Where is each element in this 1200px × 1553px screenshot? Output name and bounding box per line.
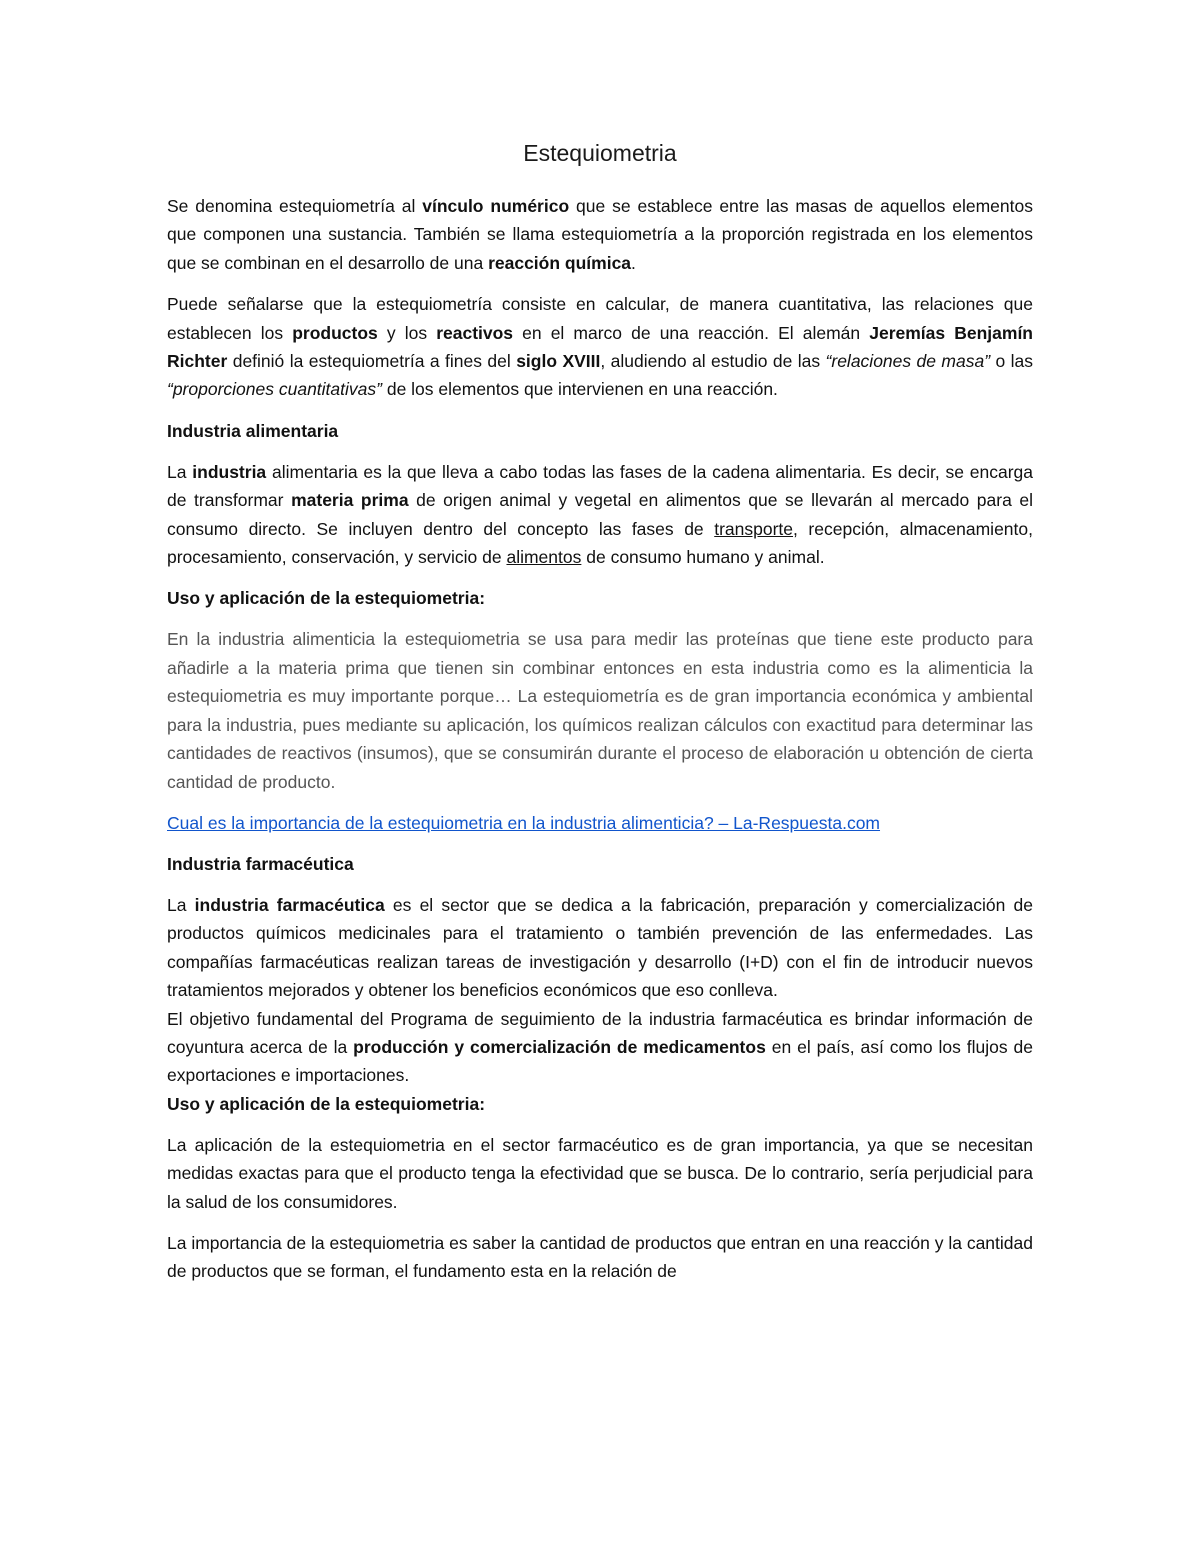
paragraph-definition xyxy=(167,192,1033,277)
text-run: que se establece entre las masas de aquellos elementos que componen una sustancia. También se llama estequiometría a la proporción registrada en los elementos que se combinan en el desarrollo de una xyxy=(167,196,1033,273)
bold-term: reactivos xyxy=(436,322,514,343)
bold-term: industria xyxy=(192,461,267,482)
heading-industria-farmaceutica: Industria farmacéutica xyxy=(167,853,354,874)
text-run: , recepción, almacenamiento, procesamiento, conservación, y servicio de xyxy=(167,518,1033,568)
bold-term: industria farmacéutica xyxy=(194,894,385,915)
text-run: Puede señalarse que la estequiometría consiste en calcular, de manera cuantitativa, las relaciones que establecen los xyxy=(167,294,1033,343)
text-run: en el país, así como los flujos de exportaciones e importaciones. xyxy=(167,1036,1033,1086)
text-run: Se denomina estequiometría al xyxy=(167,196,423,216)
text-run: La xyxy=(167,461,193,482)
text-run: definió la estequiometría a fines del xyxy=(227,351,517,372)
paragraph-richter xyxy=(167,290,1033,404)
text-run: y los xyxy=(377,322,437,343)
bold-term: materia prima xyxy=(291,490,409,511)
heading-uso-aplicacion-farmaceutica: Uso y aplicación de la estequiometria: xyxy=(167,1093,486,1114)
paragraph-uso-alimenticia: En la industria alimenticia la estequiometria se usa para medir las proteínas que tiene este producto para añadirle a la materia prima que tienen sin combinar entonces en esta industria como es la alimenticia la estequiometria es muy importante porque… La estequiometría es de gran importancia económica y ambiental para la industria, pues mediante su aplicación, los químicos realizan cálculos con exactitud para determinar las cantidades de reactivos (insumos), que se consumirán durante el proceso de elaboración u obtención de cierta cantidad de producto. xyxy=(167,629,1033,792)
text-run: en el marco de una reacción. El alemán xyxy=(513,322,870,343)
text-run: de origen animal y vegetal en alimentos que se llevarán al mercado para el consumo directo. Se incluyen dentro del concepto las fases de xyxy=(167,490,1034,539)
italic-term: “proporciones cuantitativas” xyxy=(167,379,382,400)
text-run: alimentaria es la que lleva a cabo todas las fases de la cadena alimentaria. Es decir, se encarga de transformar xyxy=(167,461,1033,511)
paragraph-programa-seguimiento xyxy=(167,1005,1033,1090)
text-run: La xyxy=(167,894,195,915)
text-run: de consumo humano y animal. xyxy=(581,547,825,568)
underlined-term: transporte xyxy=(714,518,794,539)
paragraph-alimentaria xyxy=(167,458,1033,572)
text-run: es el sector que se dedica a la fabricación, preparación y comercialización de productos químicos medicinales para el tratamiento o también prevención de las enfermedades. Las compañías farmacéuticas realizan tareas de investigación y desarrollo (I+D) con el fin de introducir nuevos tratamientos mejorados y obtener los beneficios económicos que eso conlleva. xyxy=(167,894,1033,1001)
italic-term: “relaciones de masa” xyxy=(825,351,991,372)
document-body xyxy=(167,192,1033,1286)
bold-term: reacción química xyxy=(488,252,632,273)
text-run: , aludiendo al estudio de las xyxy=(600,351,826,372)
reference-link-line xyxy=(167,809,1033,837)
bold-term: siglo XVIII xyxy=(516,351,601,372)
bold-term: productos xyxy=(292,322,378,343)
heading-uso-aplicacion-alimentaria: Uso y aplicación de la estequiometria: xyxy=(167,588,486,609)
document-title: Estequiometria xyxy=(523,140,677,166)
bold-term: producción y comercialización de medicamentos xyxy=(353,1036,766,1057)
paragraph-uso-farmaceutico: La aplicación de la estequiometria en el sector farmacéutico es de gran importancia, ya que se necesitan medidas exactas para que el producto tenga la efectividad que se busca. De lo contrario, sería perjudicial para la salud de los consumidores. xyxy=(167,1134,1033,1212)
text-run: El objetivo fundamental del Programa de seguimiento de la industria farmacéutica es brindar información de coyuntura acerca de la xyxy=(167,1008,1033,1057)
text-run: de los elementos que intervienen en una reacción. xyxy=(381,379,778,400)
heading-industria-alimentaria: Industria alimentaria xyxy=(167,420,339,441)
underlined-term: alimentos xyxy=(506,547,582,568)
paragraph-importancia: La importancia de la estequiometria es saber la cantidad de productos que entran en una reacción y la cantidad de productos que se forman, el fundamento esta en la relación de xyxy=(167,1232,1033,1282)
text-run: . xyxy=(631,252,636,273)
bold-term: vínculo numérico xyxy=(422,196,570,216)
text-run: o las xyxy=(990,351,1033,372)
reference-link[interactable]: Cual es la importancia de la estequiometria en la industria alimenticia? – La-Respuesta.com xyxy=(167,812,881,833)
bold-term: Jeremías Benjamín Richter xyxy=(167,322,1033,372)
paragraph-farmaceutica xyxy=(167,891,1033,1005)
